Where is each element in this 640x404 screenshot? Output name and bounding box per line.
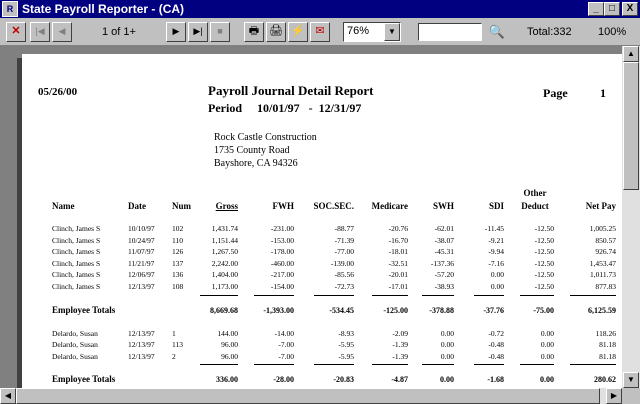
total-swh: -378.88	[429, 305, 454, 315]
cell-name: Clinch, James S	[52, 247, 101, 257]
cell-fwh: -154.00	[270, 282, 294, 291]
cell-fwh: -7.00	[278, 340, 294, 350]
cell-net: 81.18	[599, 340, 616, 350]
scroll-up-icon[interactable]: ▲	[623, 46, 639, 62]
close-window-button[interactable]: X	[622, 2, 638, 16]
cell-sdi: -0.48	[488, 340, 504, 350]
cell-sdi: -0.48	[488, 351, 504, 361]
report-title: Payroll Journal Detail Report	[208, 83, 374, 98]
cell-medicare: -17.01	[388, 282, 408, 291]
cell-num: 137	[172, 258, 184, 268]
employee-totals-label: Employee Totals	[52, 304, 116, 315]
cell-socsec: -5.95	[338, 340, 354, 350]
cell-gross: 1,151.44	[211, 235, 238, 245]
total-socsec: -20.83	[333, 375, 354, 385]
cell-net: 1,005.25	[589, 224, 616, 233]
cell-num: 108	[172, 282, 184, 291]
cell-date: 12/06/97	[128, 270, 155, 280]
cell-name: Clinch, James S	[52, 224, 101, 233]
total-rule	[372, 364, 408, 365]
cell-gross: 1,267.50	[211, 247, 238, 257]
total-rule	[474, 364, 504, 365]
total-rule	[520, 295, 554, 296]
cell-other: -12.50	[534, 270, 554, 280]
cell-fwh: -460.00	[270, 258, 294, 268]
total-medicare: -125.00	[383, 305, 408, 315]
cell-socsec: -88.77	[334, 224, 354, 233]
page-label: Page	[543, 86, 568, 100]
zoom-value: 76%	[347, 25, 370, 37]
cell-medicare: -2.09	[392, 328, 408, 338]
column-header-name: Name	[52, 201, 75, 211]
cell-medicare: -20.01	[388, 270, 408, 280]
column-header-num: Num	[172, 201, 192, 211]
cell-name: Clinch, James S	[52, 258, 101, 268]
cell-other: 0.00	[540, 328, 554, 338]
cell-socsec: -72.73	[334, 282, 354, 291]
cell-other: -12.50	[534, 224, 554, 233]
next-page-icon[interactable]: ▶	[166, 22, 186, 42]
cell-net: 1,453.47	[589, 258, 616, 268]
scroll-left-icon[interactable]: ◀	[0, 388, 16, 404]
cell-socsec: -77.00	[334, 247, 354, 257]
cell-gross: 1,431.74	[211, 224, 238, 233]
cell-name: Delardo, Susan	[52, 340, 98, 350]
total-net: 6,125.59	[588, 305, 616, 315]
first-page-icon[interactable]: |◀	[30, 22, 50, 42]
cell-name: Clinch, James S	[52, 270, 101, 280]
cell-sdi: 0.00	[490, 270, 504, 280]
total-fwh: -1,393.00	[263, 305, 294, 315]
cell-fwh: -153.00	[270, 235, 294, 245]
cell-sdi: 0.00	[490, 282, 504, 291]
period-separator: -	[308, 101, 313, 115]
stop-loading-icon[interactable]: ■	[210, 22, 230, 42]
cell-name: Clinch, James S	[52, 282, 101, 291]
cell-date: 11/07/97	[128, 247, 155, 257]
total-rule	[520, 364, 554, 365]
cell-socsec: -85.56	[334, 270, 354, 280]
cell-sdi: -9.21	[488, 235, 504, 245]
binoculars-icon[interactable]: 🔍	[488, 24, 506, 39]
cell-net: 1,011.73	[590, 270, 616, 280]
cell-other: -12.50	[534, 258, 554, 268]
cell-medicare: -1.39	[392, 351, 408, 361]
cell-name: Delardo, Susan	[52, 351, 98, 361]
table-row	[22, 236, 622, 247]
cell-socsec: -139.00	[330, 258, 354, 268]
cell-date: 10/10/97	[128, 224, 155, 233]
vertical-scroll-thumb[interactable]	[623, 62, 639, 190]
company-city: Bayshore, CA 94326	[214, 158, 298, 169]
table-row	[22, 224, 622, 235]
cell-sdi: -11.45	[484, 224, 504, 233]
cell-fwh: -178.00	[270, 247, 294, 257]
zoom-select[interactable]	[343, 22, 401, 42]
page-indicator: 1 of 1+	[102, 26, 136, 38]
column-header-sdi: SDI	[488, 201, 504, 211]
table-row	[22, 259, 622, 270]
cell-swh: -38.93	[434, 282, 454, 291]
cell-net: 877.83	[595, 282, 616, 291]
company-name: Rock Castle Construction	[214, 132, 317, 143]
cell-num: 113	[172, 340, 183, 350]
cell-socsec: -71.39	[334, 235, 354, 245]
prev-page-icon[interactable]: ◀	[52, 22, 72, 42]
cell-fwh: -14.00	[274, 328, 294, 338]
total-rule	[570, 295, 616, 296]
total-other: 0.00	[540, 375, 554, 385]
cell-name: Clinch, James S	[52, 235, 101, 245]
total-other: -75.00	[533, 305, 554, 315]
vertical-scrollbar[interactable]	[622, 46, 640, 388]
cell-swh: -137.36	[430, 258, 454, 268]
table-row	[22, 270, 622, 281]
total-rule	[372, 295, 408, 296]
total-rule	[422, 364, 454, 365]
last-page-icon[interactable]: ▶|	[188, 22, 208, 42]
cell-date: 12/13/97	[128, 328, 155, 338]
table-row	[22, 247, 622, 258]
column-header-other: Other	[523, 188, 547, 198]
column-header-fwh: FWH	[272, 201, 294, 211]
cell-other: -12.50	[534, 247, 554, 257]
toolbar	[0, 18, 640, 46]
scroll-right-icon[interactable]: ▶	[606, 388, 622, 404]
cell-net: 926.74	[595, 247, 616, 257]
column-header-deduct: Deduct	[521, 201, 549, 211]
cell-num: 136	[172, 270, 184, 280]
period-end: 12/31/97	[318, 101, 362, 115]
total-net: 280.62	[594, 375, 616, 385]
cell-medicare: -20.76	[388, 224, 408, 233]
cell-num: 1	[172, 328, 176, 338]
horizontal-scroll-thumb[interactable]	[16, 388, 600, 404]
total-fwh: -28.00	[273, 375, 294, 385]
column-header-date: Date	[128, 201, 146, 211]
period-start: 10/01/97	[257, 101, 300, 115]
cell-gross: 2,242.00	[211, 258, 238, 268]
cell-num: 102	[172, 224, 184, 233]
employee-totals-row	[22, 305, 622, 317]
minimize-button[interactable]: _	[588, 2, 604, 16]
scroll-corner	[622, 388, 640, 404]
column-header-net: Net Pay	[585, 201, 616, 211]
cell-swh: -62.01	[434, 224, 454, 233]
cell-socsec: -5.95	[338, 351, 354, 361]
cell-sdi: -0.72	[488, 328, 504, 338]
total-rule	[570, 364, 616, 365]
employee-totals-label: Employee Totals	[52, 374, 116, 385]
period	[208, 101, 361, 116]
cell-date: 11/21/97	[128, 258, 155, 268]
cell-gross: 96.00	[221, 351, 238, 361]
total-gross: 8,669.68	[210, 305, 238, 315]
table-row	[22, 282, 622, 293]
cell-num: 2	[172, 351, 176, 361]
cell-sdi: -7.16	[488, 258, 504, 268]
cell-other: -12.50	[534, 282, 554, 291]
cell-num: 126	[172, 247, 184, 257]
cell-other: 0.00	[540, 340, 554, 350]
column-header-swh: SWH	[432, 201, 454, 211]
cell-fwh: -7.00	[278, 351, 294, 361]
table-row	[22, 329, 622, 340]
cell-swh: 0.00	[440, 328, 454, 338]
column-header-gross: Gross	[215, 201, 238, 211]
window-title: State Payroll Reporter - (CA)	[22, 2, 185, 16]
mail-icon[interactable]: ✉	[310, 22, 330, 42]
page-number: 1	[600, 86, 606, 100]
table-row	[22, 352, 622, 363]
column-header-medicare: Medicare	[371, 201, 408, 211]
report-date: 05/26/00	[38, 86, 78, 98]
total-rule	[422, 295, 454, 296]
total-rule	[254, 364, 294, 365]
total-medicare: -4.87	[391, 375, 408, 385]
cell-net: 118.26	[595, 328, 616, 338]
total-rule	[314, 295, 354, 296]
total-socsec: -534.45	[329, 305, 354, 315]
print-icon[interactable]: 🖶	[244, 22, 264, 42]
cell-gross: 96.00	[221, 340, 238, 350]
total-swh: 0.00	[440, 375, 454, 385]
report-viewer[interactable]	[0, 46, 622, 388]
total-rule	[314, 364, 354, 365]
cell-fwh: -231.00	[270, 224, 294, 233]
cell-gross: 144.00	[217, 328, 238, 338]
cell-swh: 0.00	[440, 351, 454, 361]
title-bar	[0, 0, 640, 18]
printer-setup-icon[interactable]: 🖨	[266, 22, 286, 42]
total-rule	[254, 295, 294, 296]
employee-totals-row	[22, 374, 622, 386]
cell-gross: 1,404.00	[211, 270, 238, 280]
cell-date: 10/24/97	[128, 235, 155, 245]
total-rule	[200, 364, 238, 365]
period-label: Period	[208, 101, 242, 115]
cell-net: 850.57	[595, 235, 616, 245]
load-percent: 100%	[598, 26, 627, 38]
total-rule	[474, 295, 504, 296]
search-input[interactable]	[418, 23, 482, 41]
total-records: Total:332	[527, 26, 572, 38]
company-street: 1735 County Road	[214, 145, 290, 156]
app-icon[interactable]: R	[2, 1, 18, 17]
export-icon[interactable]: ⚡	[288, 22, 308, 42]
cell-sdi: -9.94	[488, 247, 504, 257]
cell-swh: -57.20	[434, 270, 454, 280]
cell-name: Delardo, Susan	[52, 328, 98, 338]
total-rule	[200, 295, 238, 296]
report-page	[22, 54, 622, 388]
cell-net: 81.18	[599, 351, 616, 361]
cell-swh: -45.31	[434, 247, 454, 257]
cell-fwh: -217.00	[270, 270, 294, 280]
total-gross: 336.00	[216, 375, 238, 385]
cell-other: 0.00	[540, 351, 554, 361]
scroll-down-icon[interactable]: ▼	[623, 372, 639, 388]
cell-date: 12/13/97	[128, 340, 155, 350]
cell-num: 110	[172, 235, 183, 245]
cell-date: 12/13/97	[128, 282, 155, 291]
cell-swh: -38.07	[434, 235, 454, 245]
cell-other: -12.50	[534, 235, 554, 245]
total-sdi: -37.76	[483, 305, 504, 315]
table-row	[22, 340, 622, 351]
cell-swh: 0.00	[440, 340, 454, 350]
cell-gross: 1,173.00	[211, 282, 238, 291]
horizontal-scrollbar[interactable]	[0, 388, 622, 404]
cell-medicare: -32.51	[388, 258, 408, 268]
cell-medicare: -18.01	[388, 247, 408, 257]
cell-date: 12/13/97	[128, 351, 155, 361]
total-sdi: -1.68	[487, 375, 504, 385]
stop-icon[interactable]: ✕	[6, 22, 26, 42]
cell-medicare: -16.70	[388, 235, 408, 245]
cell-medicare: -1.39	[392, 340, 408, 350]
maximize-button[interactable]: □	[604, 2, 620, 16]
cell-socsec: -8.93	[338, 328, 354, 338]
column-header-socsec: SOC.SEC.	[313, 201, 354, 211]
chevron-down-icon[interactable]: ▼	[384, 23, 400, 41]
